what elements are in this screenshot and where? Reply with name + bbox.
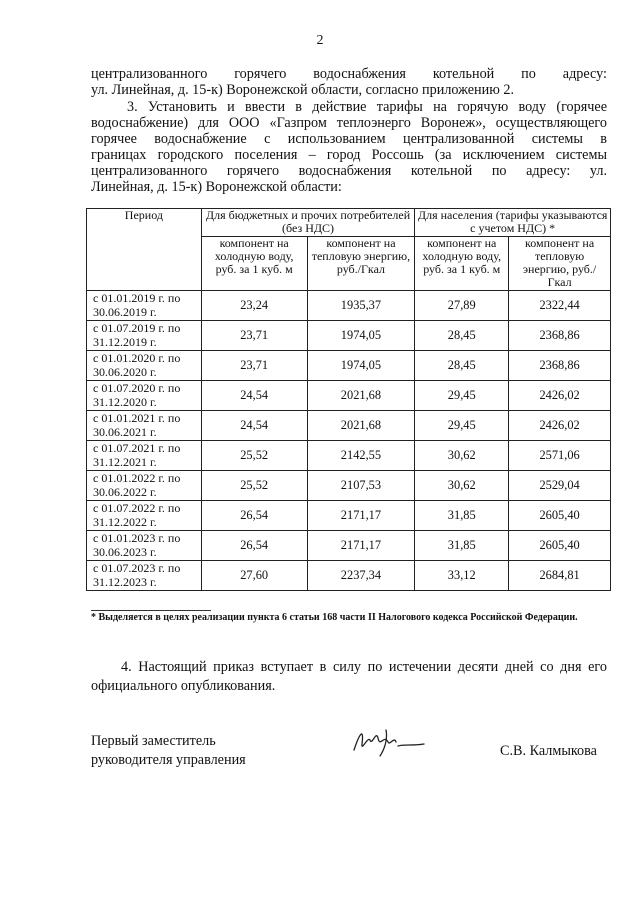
value-cell: 2021,68 [307,411,415,441]
period-cell: с 01.01.2020 г. по 30.06.2020 г. [87,351,202,381]
period-cell: с 01.07.2021 г. по 31.12.2021 г. [87,441,202,471]
table-row [87,321,611,351]
signer-title-line: Первый заместитель [91,733,216,749]
value-cell: 23,71 [201,321,307,351]
table-row [87,561,611,591]
paragraph-3 [91,100,607,196]
value-cell: 2605,40 [509,531,611,561]
period-cell: с 01.01.2023 г. по 30.06.2023 г. [87,531,202,561]
value-cell: 26,54 [201,531,307,561]
value-cell: 2142,55 [307,441,415,471]
footnote-divider [91,610,211,611]
value-cell: 23,24 [201,291,307,321]
table-row [87,501,611,531]
table-row [87,351,611,381]
period-cell: с 01.01.2022 г. по 30.06.2022 г. [87,471,202,501]
page-number: 2 [316,33,324,48]
text-line: водоснабжение) для ООО «Газпром теплоэнерго Воронеж», осуществляющего [91,115,607,131]
subheader-cold-water: компонент на холодную воду, руб. за 1 куб. м [415,237,509,291]
text-line: Линейная, д. 15-к) Воронежской области: [91,179,342,195]
value-cell: 2021,68 [307,381,415,411]
value-cell: 31,85 [415,501,509,531]
table-row [87,531,611,561]
value-cell: 25,52 [201,471,307,501]
value-cell: 27,60 [201,561,307,591]
value-cell: 29,45 [415,381,509,411]
handwritten-signature [350,722,430,762]
value-cell: 2529,04 [509,471,611,501]
value-cell: 2426,02 [509,381,611,411]
value-cell: 25,52 [201,441,307,471]
value-cell: 2322,44 [509,291,611,321]
period-cell: с 01.07.2019 г. по 31.12.2019 г. [87,321,202,351]
table-row [87,291,611,321]
header-period: Период [87,209,202,291]
value-cell: 2237,34 [307,561,415,591]
header-group-population: Для населения (тарифы указываются с учетом НДС) * [415,209,611,237]
table-row [87,381,611,411]
value-cell: 1974,05 [307,351,415,381]
value-cell: 2171,17 [307,531,415,561]
value-cell: 2368,86 [509,321,611,351]
paragraph-4 [91,658,607,696]
text-line: 4. Настоящий приказ вступает в силу по истечении десяти дней со дня его [121,659,607,675]
value-cell: 27,89 [415,291,509,321]
value-cell: 30,62 [415,441,509,471]
value-cell: 29,45 [415,411,509,441]
value-cell: 28,45 [415,321,509,351]
value-cell: 31,85 [415,531,509,561]
value-cell: 26,54 [201,501,307,531]
table-row [87,441,611,471]
header-group-budget: Для бюджетных и прочих потребителей (без НДС) [201,209,415,237]
value-cell: 33,12 [415,561,509,591]
text-line: горячее водоснабжение с использованием централизованной системы в [91,131,607,147]
value-cell: 2684,81 [509,561,611,591]
text-line: ул. Линейная, д. 15-к) Воронежской области, согласно приложению 2. [91,82,515,98]
value-cell: 24,54 [201,411,307,441]
text-line: централизованного горячего водоснабжения котельной по адресу: [91,66,607,82]
value-cell: 2571,06 [509,441,611,471]
value-cell: 1974,05 [307,321,415,351]
tariff-table [86,208,611,591]
period-cell: с 01.07.2022 г. по 31.12.2022 г. [87,501,202,531]
value-cell: 2107,53 [307,471,415,501]
period-cell: с 01.07.2020 г. по 31.12.2020 г. [87,381,202,411]
period-cell: с 01.01.2019 г. по 30.06.2019 г. [87,291,202,321]
subheader-heat-energy: компонент на тепловую энергию, руб./Гкал [509,237,611,291]
value-cell: 28,45 [415,351,509,381]
value-cell: 2368,86 [509,351,611,381]
value-cell: 30,62 [415,471,509,501]
value-cell: 24,54 [201,381,307,411]
table-row [87,471,611,501]
signer-title-line: руководителя управления [91,752,246,768]
footnote: * Выделяется в целях реализации пункта 6 статьи 168 части II Налогового кодекса Российской Федерации. [91,612,578,623]
text-line: 3. Установить и ввести в действие тарифы на горячую воду (горячее [127,99,607,115]
value-cell: 23,71 [201,351,307,381]
table-row [87,411,611,441]
value-cell: 2426,02 [509,411,611,441]
subheader-heat-energy: компонент на тепловую энергию, руб./Гкал [307,237,415,291]
value-cell: 2605,40 [509,501,611,531]
value-cell: 2171,17 [307,501,415,531]
subheader-cold-water: компонент на холодную воду, руб. за 1 куб. м [201,237,307,291]
period-cell: с 01.01.2021 г. по 30.06.2021 г. [87,411,202,441]
text-line: границах городского поселения – город Россошь (за исключением системы [91,147,607,163]
table-body [87,291,611,591]
value-cell: 1935,37 [307,291,415,321]
paragraph-continuation [91,67,607,99]
period-cell: с 01.07.2023 г. по 31.12.2023 г. [87,561,202,591]
text-line: официального опубликования. [91,678,276,694]
signer-name: С.В. Калмыкова [500,743,597,759]
signer-title [91,732,246,770]
text-line: централизованного горячего водоснабжения котельной по адресу: ул. [91,163,607,179]
